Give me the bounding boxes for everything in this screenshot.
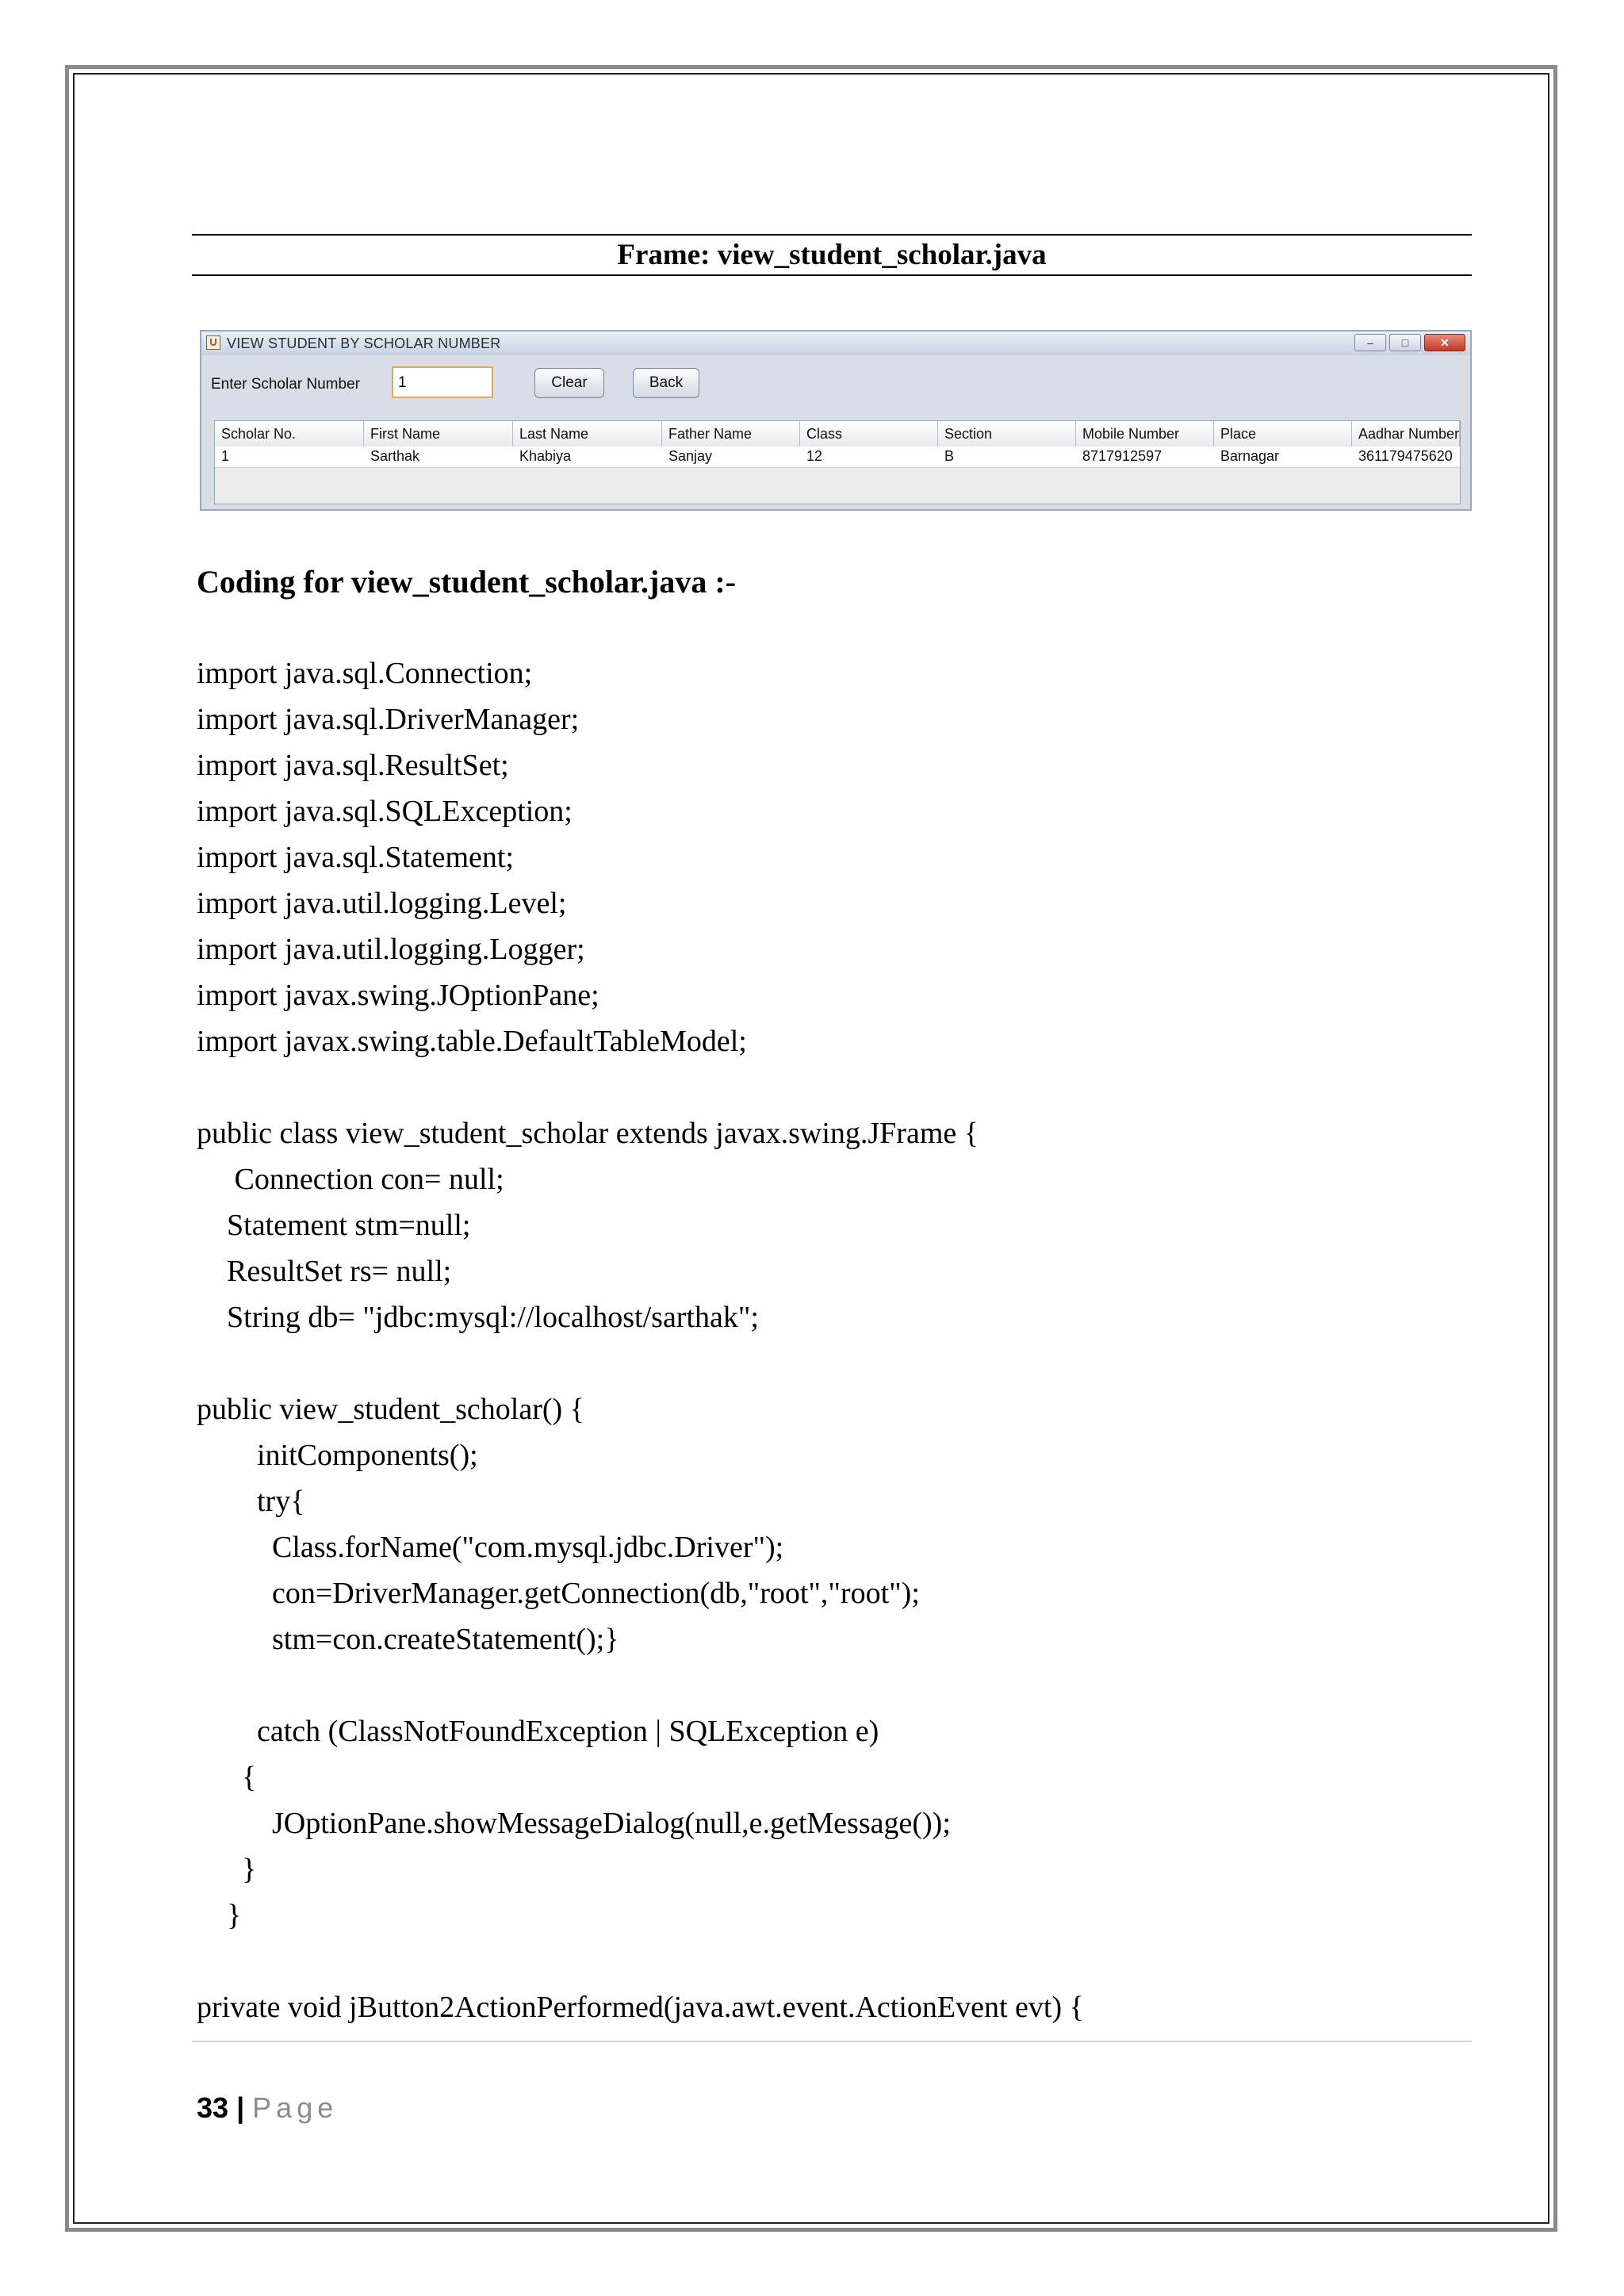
code-line: stm=con.createStatement();} — [197, 1623, 619, 1656]
code-line: } — [197, 1899, 242, 1932]
code-line: catch (ClassNotFoundException | SQLException e) — [197, 1715, 879, 1748]
code-line: private void jButton2ActionPerformed(java.awt.event.ActionEvent evt) { — [197, 1991, 1084, 2024]
cell-section: B — [944, 448, 955, 464]
cell-class: 12 — [806, 448, 823, 464]
code-line: initComponents(); — [197, 1439, 478, 1472]
code-line: } — [197, 1853, 257, 1886]
column-header-aadhar-number[interactable]: Aadhar Number — [1352, 421, 1460, 447]
cell-aadhar-number: 361179475620 — [1358, 448, 1453, 464]
clear-button[interactable]: Clear — [534, 368, 604, 398]
java-cup-icon — [206, 335, 220, 350]
column-header-place[interactable]: Place — [1214, 421, 1352, 447]
code-line: String db= "jdbc:mysql://localhost/sarthak"; — [197, 1301, 759, 1334]
column-header-mobile-number[interactable]: Mobile Number — [1076, 421, 1214, 447]
code-line: import java.sql.Statement; — [197, 841, 514, 874]
column-header-last-name[interactable]: Last Name — [513, 421, 662, 447]
column-header-first-name[interactable]: First Name — [364, 421, 513, 447]
code-line: import javax.swing.JOptionPane; — [197, 979, 599, 1012]
code-line: import java.sql.DriverManager; — [197, 703, 580, 736]
frame-heading: Frame: view_student_scholar.java — [192, 234, 1472, 276]
code-line: import java.sql.SQLException; — [197, 795, 573, 828]
page-footer — [197, 2091, 338, 2125]
window-controls — [1354, 334, 1465, 351]
code-line: import java.util.logging.Logger; — [197, 933, 585, 966]
column-header-scholar-no[interactable]: Scholar No. — [215, 421, 364, 447]
maximize-icon[interactable]: □ — [1389, 334, 1421, 351]
code-line: ResultSet rs= null; — [197, 1255, 452, 1288]
students-table[interactable] — [214, 420, 1461, 504]
coding-title: Coding for view_student_scholar.java :- — [197, 564, 737, 600]
cell-scholar-no: 1 — [221, 448, 230, 464]
code-line: Class.forName("com.mysql.jdbc.Driver"); — [197, 1531, 784, 1564]
code-line: con=DriverManager.getConnection(db,"root","root"); — [197, 1577, 920, 1610]
code-line: public view_student_scholar() { — [197, 1393, 584, 1426]
cell-mobile-number: 8717912597 — [1082, 448, 1162, 464]
column-header-father-name[interactable]: Father Name — [662, 421, 800, 447]
cell-first-name: Sarthak — [370, 448, 420, 464]
page-number: 33 — [197, 2091, 229, 2124]
code-line: JOptionPane.showMessageDialog(null,e.getMessage()); — [197, 1807, 951, 1840]
column-header-class[interactable]: Class — [800, 421, 938, 447]
code-line: Statement stm=null; — [197, 1209, 471, 1242]
minimize-icon[interactable]: ‒ — [1354, 334, 1386, 351]
code-line: import java.util.logging.Level; — [197, 887, 567, 920]
footer-divider — [192, 2041, 1472, 2042]
column-header-section[interactable]: Section — [938, 421, 1076, 447]
code-line: import javax.swing.table.DefaultTableModel; — [197, 1025, 747, 1058]
code-line: import java.sql.Connection; — [197, 657, 533, 690]
footer-separator: | — [236, 2091, 245, 2124]
code-line: public class view_student_scholar extends javax.swing.JFrame { — [197, 1117, 979, 1150]
code-line: try{ — [197, 1485, 305, 1518]
close-icon[interactable]: ✕ — [1424, 334, 1465, 351]
table-row[interactable] — [215, 447, 1460, 468]
code-line: { — [197, 1761, 257, 1794]
code-line: Connection con= null; — [197, 1163, 504, 1196]
cell-place: Barnagar — [1220, 448, 1280, 464]
scholar-number-label: Enter Scholar Number — [211, 376, 360, 393]
cell-last-name: Khabiya — [519, 448, 572, 464]
back-button[interactable]: Back — [633, 368, 699, 398]
code-line: import java.sql.ResultSet; — [197, 749, 509, 782]
table-header — [215, 421, 1460, 447]
page-word: Page — [252, 2091, 339, 2124]
app-window-screenshot — [200, 330, 1472, 511]
cell-father-name: Sanjay — [668, 448, 713, 464]
scholar-number-input[interactable]: 1 — [392, 366, 493, 398]
window-title: VIEW STUDENT BY SCHOLAR NUMBER — [227, 335, 501, 351]
window-titlebar — [201, 332, 1470, 355]
